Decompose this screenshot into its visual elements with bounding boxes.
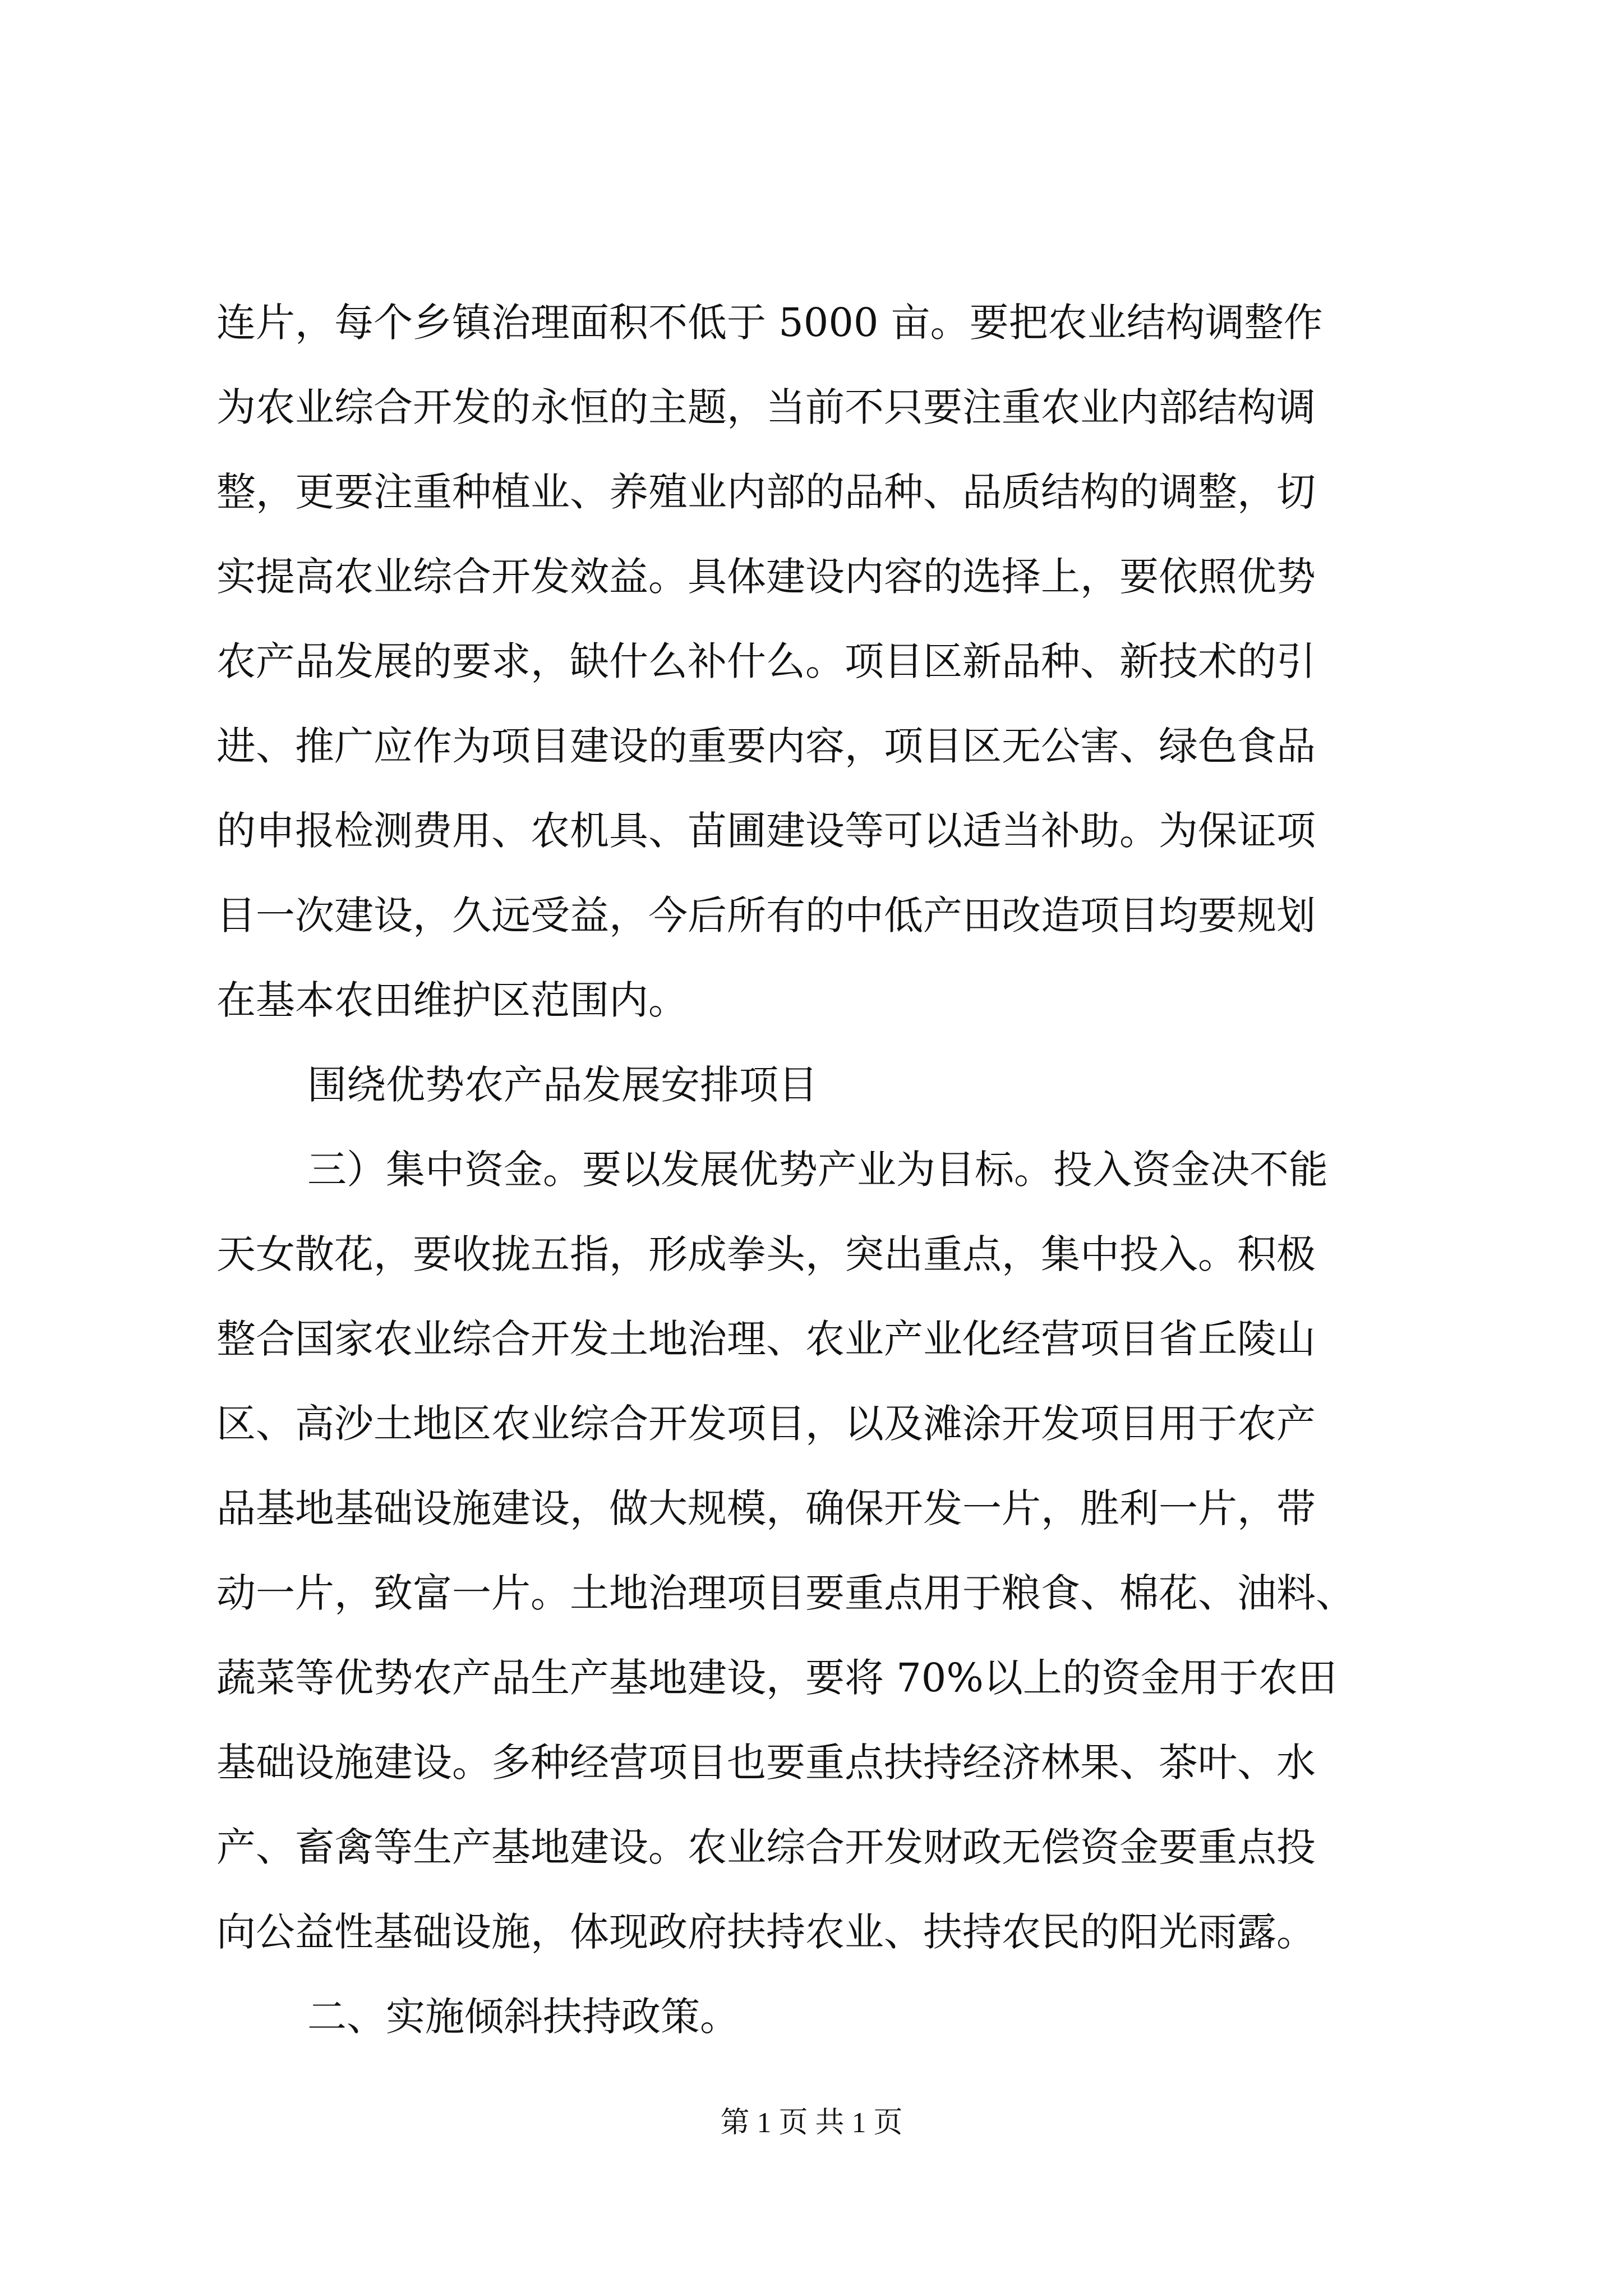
paragraph-line: 农产品发展的要求，缺什么补什么。项目区新品种、新技术的引 (216, 638, 1316, 684)
paragraph-line: 实提高农业综合开发效益。具体建设内容的选择上，要依照优势 (216, 554, 1316, 600)
paragraph-line: 品基地基础设施建设，做大规模，确保开发一片，胜利一片，带 (216, 1485, 1316, 1531)
document-body (216, 280, 1428, 2059)
section-heading: 二、实施倾斜扶持政策。 (307, 1994, 739, 2040)
paragraph-line: 的申报检测费用、农机具、苗圃建设等可以适当补助。为保证项 (216, 808, 1316, 854)
section-heading: 围绕优势农产品发展安排项目 (307, 1062, 818, 1108)
paragraph-line: 连片，每个乡镇治理面积不低于 5000 亩。要把农业结构调整作 (216, 300, 1323, 346)
paragraph-line: 目一次建设，久远受益，今后所有的中低产田改造项目均要规划 (216, 892, 1316, 938)
paragraph-line: 整合国家农业综合开发土地治理、农业产业化经营项目省丘陵山 (216, 1316, 1316, 1362)
paragraph-line: 向公益性基础设施，体现政府扶持农业、扶持农民的阳光雨露。 (216, 1909, 1316, 1955)
paragraph-line: 区、高沙土地区农业综合开发项目，以及滩涂开发项目用于农产 (216, 1401, 1316, 1447)
paragraph-line: 蔬菜等优势农产品生产基地建设，要将 70%以上的资金用于农田 (216, 1655, 1337, 1701)
paragraph-line: 动一片，致富一片。土地治理项目要重点用于粮食、棉花、油料、 (216, 1570, 1355, 1616)
page-number-footer: 第 1 页 共 1 页 (720, 2107, 903, 2139)
paragraph-line: 为农业综合开发的永恒的主题，当前不只要注重农业内部结构调 (216, 384, 1316, 430)
paragraph-line: 产、畜禽等生产基地建设。农业综合开发财政无偿资金要重点投 (216, 1824, 1316, 1870)
paragraph-line: 基础设施建设。多种经营项目也要重点扶持经济林果、茶叶、水 (216, 1740, 1316, 1786)
paragraph-line: 进、推广应作为项目建设的重要内容，项目区无公害、绿色食品 (216, 723, 1316, 769)
paragraph-line: 整，更要注重种植业、养殖业内部的品种、品质结构的调整，切 (216, 469, 1316, 515)
paragraph-line: 三）集中资金。要以发展优势产业为目标。投入资金决不能 (307, 1147, 1328, 1193)
paragraph-line: 在基本农田维护区范围内。 (216, 977, 688, 1023)
paragraph-line: 天女散花，要收拢五指，形成拳头，突出重点，集中投入。积极 (216, 1231, 1316, 1277)
